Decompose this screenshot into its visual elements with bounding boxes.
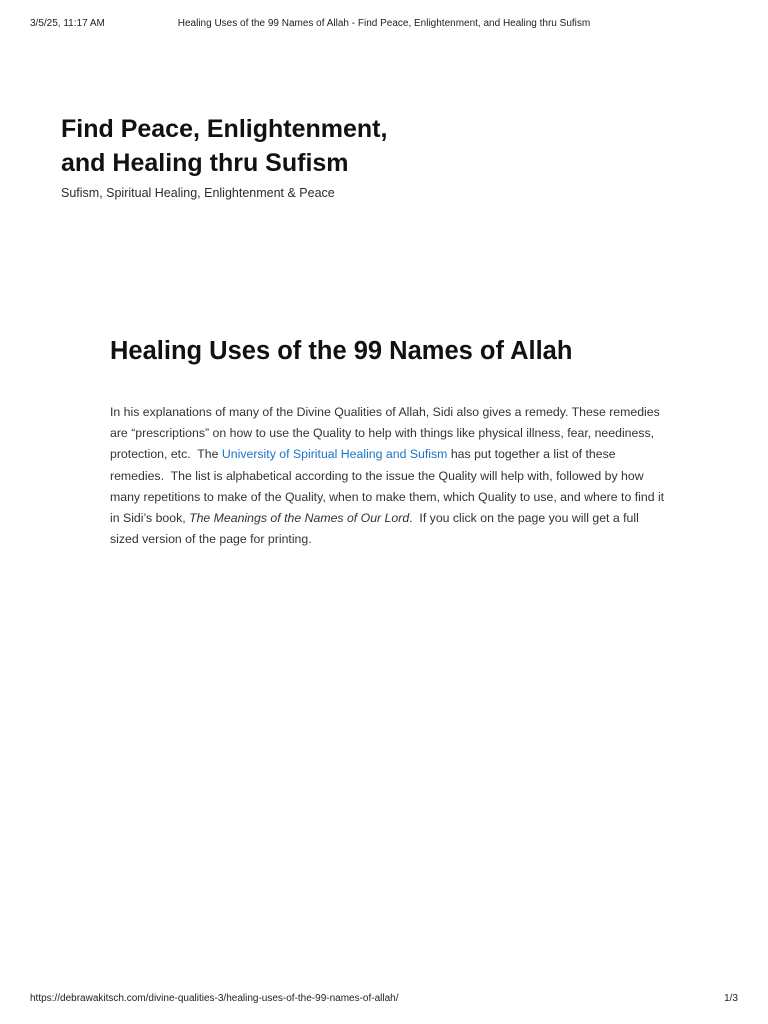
article-body-text-2: has put together a list of these remedies. The list is alphabetical according to the issue the Quality will help with, followed by how many repetitions to make of the Quality, when to make them, which Quality to use, and where to find it in Sidi’s book, xyxy=(110,447,665,526)
article-body-text-3: . If you click on the page you will get a full sized version of the page for printing. xyxy=(110,511,639,547)
print-page-title: Healing Uses of the 99 Names of Allah - Find Peace, Enlightenment, and Healing thru Sufism xyxy=(177,18,591,29)
article-body xyxy=(110,402,670,550)
print-header xyxy=(0,18,768,34)
article-body-text-1: In his explanations of many of the Divine Qualities of Allah, Sidi also gives a remedy. These remedies are “prescriptions” on how to use the Quality to help with things like physical illness, fear, neediness, protection, etc. The xyxy=(110,405,660,462)
print-url: https://debrawakitsch.com/divine-qualities-3/healing-uses-of-the-99-names-of-allah/ xyxy=(30,993,399,1004)
article-title: Healing Uses of the 99 Names of Allah xyxy=(110,337,573,365)
article xyxy=(110,334,670,550)
site-title-link[interactable] xyxy=(61,112,681,180)
site-header xyxy=(61,112,681,202)
site-tagline: Sufism, Spiritual Healing, Enlightenment & Peace xyxy=(61,186,335,200)
book-title: The Meanings of the Names of Our Lord xyxy=(189,511,410,526)
print-datetime: 3/5/25, 11:17 AM xyxy=(30,18,105,29)
site-title-line-2: and Healing thru Sufism xyxy=(61,149,349,177)
print-page-number: 1/3 xyxy=(724,993,738,1004)
print-footer xyxy=(0,993,768,1009)
usths-link[interactable]: University of Spiritual Healing and Sufism xyxy=(221,447,448,462)
site-title-line-1: Find Peace, Enlightenment, xyxy=(61,115,388,143)
